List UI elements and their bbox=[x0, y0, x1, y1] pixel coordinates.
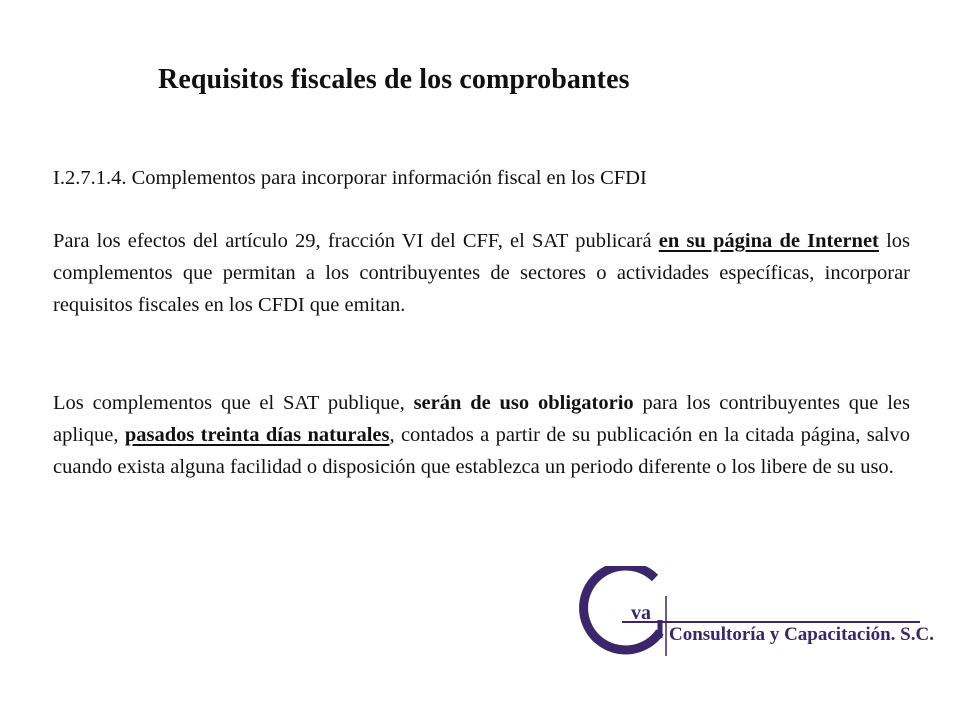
paragraph-1-text-c: los complementos que permitan a los contribuyentes de sectores o actividades específicas, incorporar requisitos fiscales en los CFDI que emitan. bbox=[53, 230, 911, 316]
logo-mark: va bbox=[631, 602, 651, 624]
paragraph-1 bbox=[53, 225, 910, 321]
paragraph-2-text-c: para los contribuyentes que les aplique, bbox=[53, 392, 910, 446]
paragraph-2-emphasis: pasados treinta días naturales bbox=[124, 424, 390, 446]
paragraph-1-emphasis: en su página de Internet bbox=[658, 230, 879, 252]
paragraph-2 bbox=[53, 387, 910, 483]
paragraph-2-text-a: Los complementos que el SAT publique, bbox=[53, 392, 414, 414]
slide-title: Requisitos fiscales de los comprobantes bbox=[158, 64, 630, 95]
paragraph-2-text-e: , contados a partir de su publicación en la citada página, salvo cuando exista alguna facilidad o disposición que establezca un periodo diferente o los libere de su uso. bbox=[53, 424, 910, 478]
paragraph-1-text-a: Para los efectos del artículo 29, fracción VI del CFF, el SAT publicará bbox=[53, 230, 659, 252]
logo-company-name: Consultoría y Capacitación. S.C. bbox=[669, 624, 934, 645]
rule-heading: I.2.7.1.4. Complementos para incorporar información fiscal en los CFDI bbox=[53, 167, 647, 189]
paragraph-2-bold: serán de uso obligatorio bbox=[413, 392, 634, 414]
